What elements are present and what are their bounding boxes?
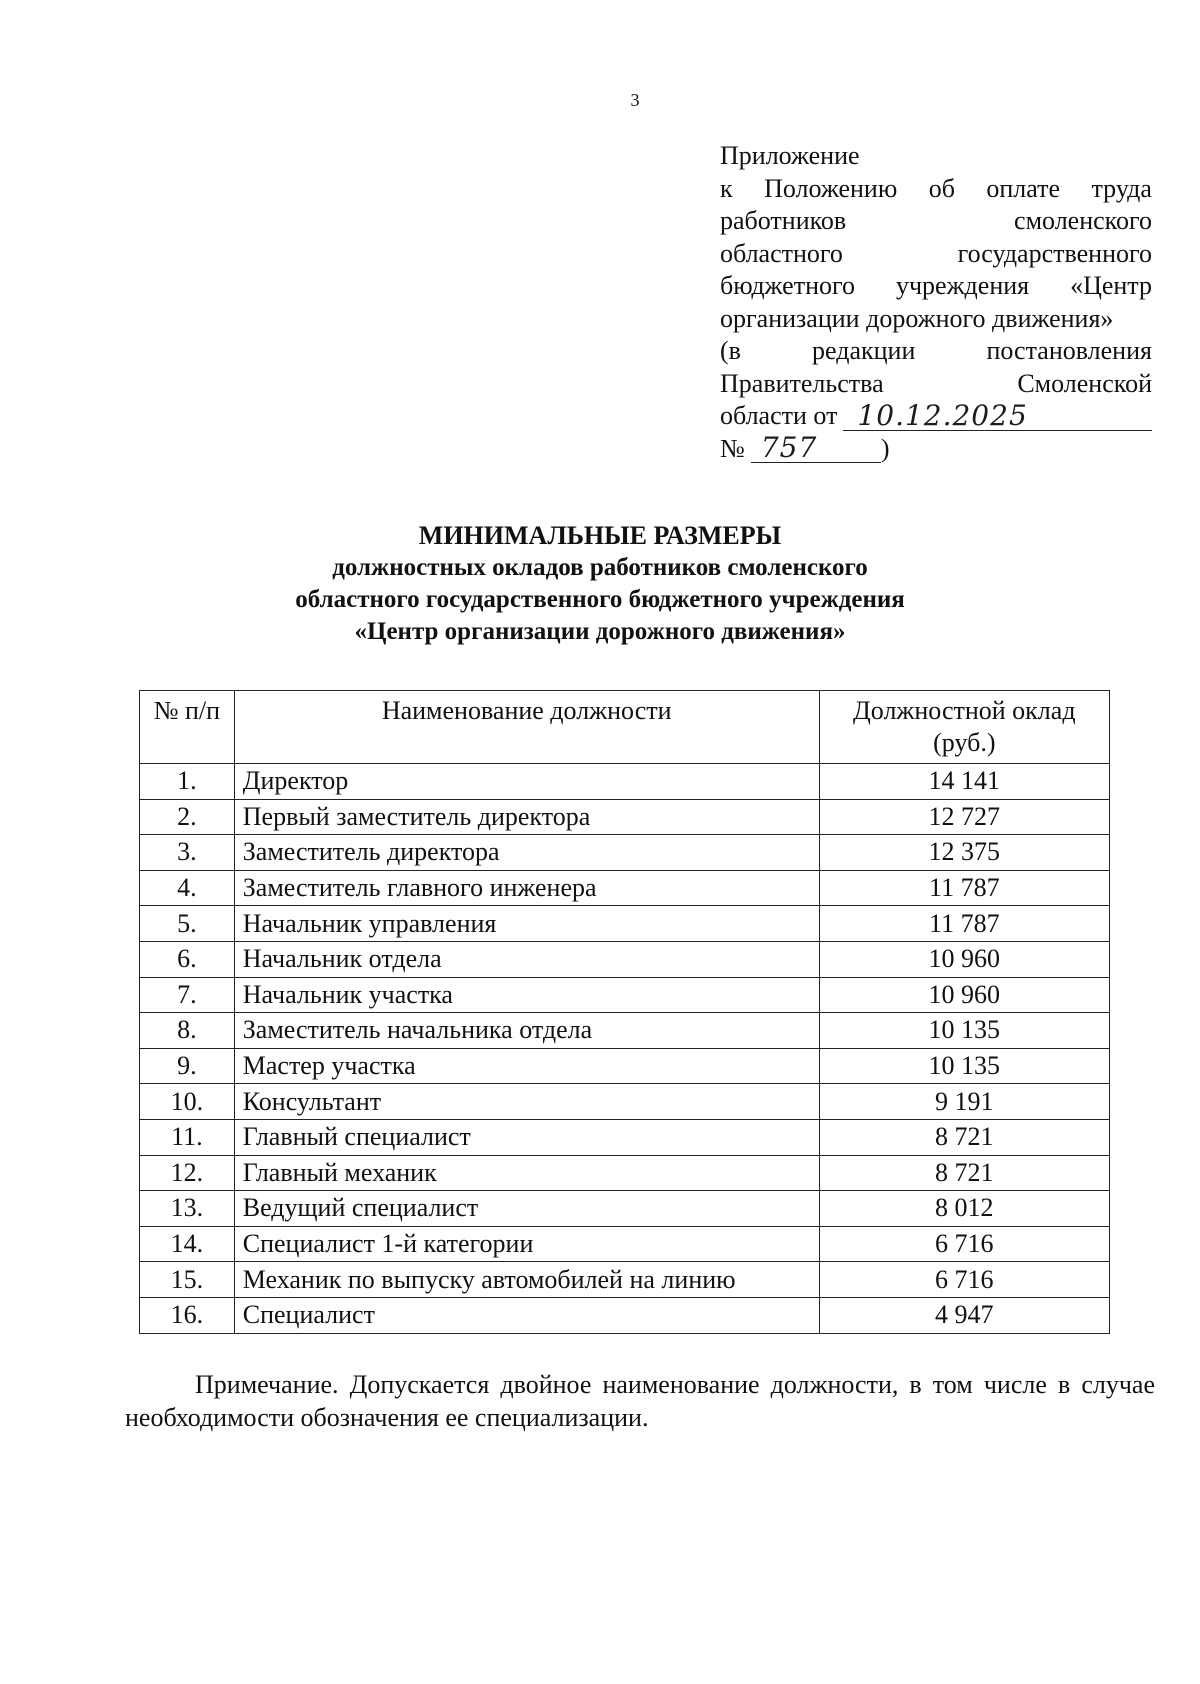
table-row (140, 941, 1110, 977)
row-position: Консультант (234, 1084, 819, 1120)
row-salary: 4 947 (819, 1297, 1109, 1333)
row-salary: 12 375 (819, 835, 1109, 871)
row-salary: 6 716 (819, 1262, 1109, 1298)
appendix-word: об (928, 173, 955, 203)
row-position: Ведущий специалист (234, 1191, 819, 1227)
table-body (140, 764, 1110, 1334)
row-salary: 8 012 (819, 1191, 1109, 1227)
row-position: Директор (234, 764, 819, 800)
header-number: № п/п (140, 691, 235, 764)
row-position: Мастер участка (234, 1048, 819, 1084)
appendix-word: (в (720, 336, 741, 365)
appendix-block (720, 140, 1152, 465)
row-position: Механик по выпуску автомобилей на линию (234, 1262, 819, 1298)
row-salary: 8 721 (819, 1119, 1109, 1155)
table-row (140, 1191, 1110, 1227)
table-row (140, 1048, 1110, 1084)
appendix-line: Приложение (720, 141, 860, 170)
row-salary: 10 960 (819, 941, 1109, 977)
row-number: 6. (140, 941, 235, 977)
table-row (140, 870, 1110, 906)
appendix-word: государственного (957, 238, 1152, 268)
page-number: 3 (630, 90, 640, 110)
title-main: МИНИМАЛЬНЫЕ РАЗМЕРЫ (418, 521, 782, 550)
table-row (140, 1155, 1110, 1191)
row-position: Заместитель начальника отдела (234, 1013, 819, 1049)
note-text: Примечание. Допускается двойное наименование должности, в том числе в случае необходимости обозначения ее специализации. (125, 1370, 1155, 1432)
table-row (140, 835, 1110, 871)
row-position: Специалист 1-й категории (234, 1226, 819, 1262)
appendix-word: Положению (764, 173, 898, 203)
title-subline: «Центр организации дорожного движения» (354, 618, 846, 645)
appendix-word: к (720, 173, 733, 203)
row-number: 13. (140, 1191, 235, 1227)
appendix-line: организации дорожного движения» (720, 303, 1114, 333)
row-position: Начальник отдела (234, 941, 819, 977)
header-position: Наименование должности (234, 691, 819, 764)
number-label: № (720, 433, 745, 463)
row-salary: 12 727 (819, 799, 1109, 835)
table-row (140, 764, 1110, 800)
table-row (140, 1226, 1110, 1262)
row-salary: 6 716 (819, 1226, 1109, 1262)
appendix-word: работников (720, 206, 847, 235)
appendix-word: редакции (812, 336, 916, 365)
table-row (140, 906, 1110, 942)
table-header-row (140, 691, 1110, 764)
table-row (140, 1119, 1110, 1155)
table-row (140, 1013, 1110, 1049)
row-number: 16. (140, 1297, 235, 1333)
row-number: 8. (140, 1013, 235, 1049)
table-row (140, 1262, 1110, 1298)
title-subline: должностных окладов работников смоленского (332, 554, 868, 581)
row-salary: 9 191 (819, 1084, 1109, 1120)
row-number: 10. (140, 1084, 235, 1120)
row-position: Заместитель главного инженера (234, 870, 819, 906)
row-position: Главный механик (234, 1155, 819, 1191)
date-label: области от (720, 401, 838, 430)
header-salary: Должностной оклад (руб.) (819, 691, 1109, 764)
appendix-line (720, 205, 1152, 238)
title-subline: областного государственного бюджетного учреждения (295, 586, 905, 613)
handwritten-number: 757 (751, 434, 881, 463)
decree-number-line (720, 433, 1152, 466)
row-number: 15. (140, 1262, 235, 1298)
row-number: 5. (140, 906, 235, 942)
row-position: Заместитель директора (234, 835, 819, 871)
closing-paren: ) (880, 433, 890, 463)
row-salary: 10 135 (819, 1013, 1109, 1049)
appendix-word: Правительства (720, 368, 884, 398)
row-position: Начальник управления (234, 906, 819, 942)
appendix-line (720, 335, 1152, 368)
appendix-word: «Центр (1070, 271, 1152, 300)
appendix-word: областного (720, 238, 843, 268)
salary-table (139, 690, 1110, 1334)
row-salary: 10 135 (819, 1048, 1109, 1084)
appendix-word: Смоленской (1017, 368, 1152, 398)
table-row (140, 977, 1110, 1013)
table-row (140, 1297, 1110, 1333)
appendix-line (720, 238, 1152, 271)
appendix-line (720, 173, 1152, 206)
row-number: 2. (140, 799, 235, 835)
row-position: Первый заместитель директора (234, 799, 819, 835)
appendix-word: труда (1091, 173, 1152, 203)
row-number: 3. (140, 835, 235, 871)
row-number: 14. (140, 1226, 235, 1262)
row-salary: 8 721 (819, 1155, 1109, 1191)
row-number: 1. (140, 764, 235, 800)
appendix-word: учреждения (895, 271, 1030, 300)
note-paragraph (125, 1368, 1155, 1434)
decree-date-line (720, 400, 1152, 433)
row-number: 12. (140, 1155, 235, 1191)
row-position: Специалист (234, 1297, 819, 1333)
row-number: 7. (140, 977, 235, 1013)
appendix-word: смоленского (1014, 206, 1152, 235)
row-salary: 10 960 (819, 977, 1109, 1013)
row-number: 9. (140, 1048, 235, 1084)
row-salary: 14 141 (819, 764, 1109, 800)
row-position: Главный специалист (234, 1119, 819, 1155)
row-salary: 11 787 (819, 870, 1109, 906)
appendix-line (720, 368, 1152, 401)
row-position: Начальник участка (234, 977, 819, 1013)
appendix-word: оплате (986, 173, 1061, 203)
row-salary: 11 787 (819, 906, 1109, 942)
document-title (0, 520, 1200, 648)
table-row (140, 799, 1110, 835)
row-number: 11. (140, 1119, 235, 1155)
table-row (140, 1084, 1110, 1120)
handwritten-date: 10.12.2025 (843, 402, 1152, 431)
appendix-word: бюджетного (720, 271, 856, 300)
row-number: 4. (140, 870, 235, 906)
appendix-word: постановления (986, 336, 1152, 365)
appendix-line (720, 270, 1152, 303)
